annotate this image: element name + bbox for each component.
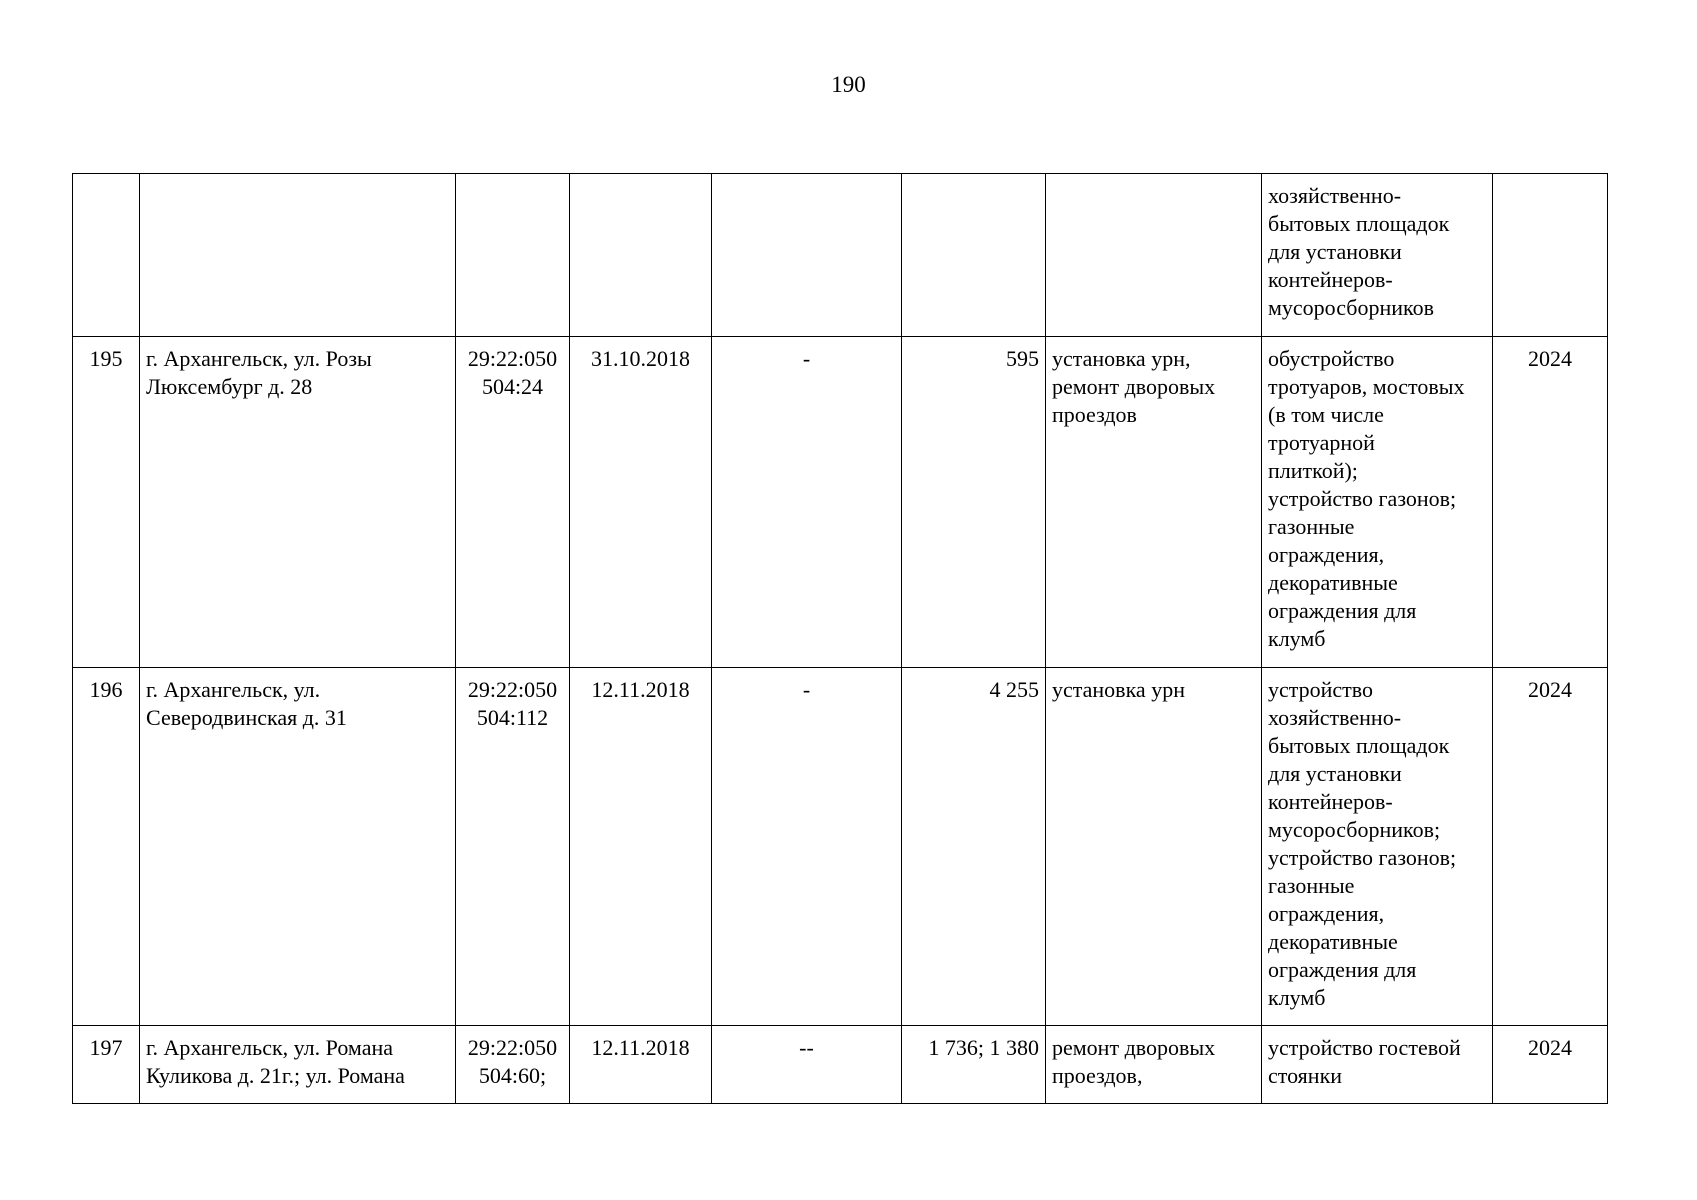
dash-cell: --: [712, 1026, 902, 1104]
address-text: г. Архангельск, ул. Романа Куликова д. 21г.; ул. Романа: [146, 1035, 405, 1088]
extra-works-cell: [1262, 1026, 1493, 1104]
extra-works-cell: [1262, 668, 1493, 1026]
row-number-cell: 196: [73, 668, 140, 1026]
address-cell: [140, 1026, 456, 1104]
year-cell: [1493, 174, 1608, 337]
row-number-cell: 195: [73, 337, 140, 668]
row-number-cell: [73, 174, 140, 337]
year-cell: 2024: [1493, 1026, 1608, 1104]
dash-cell: -: [712, 668, 902, 1026]
works-text: установка урн: [1052, 677, 1185, 702]
year-cell: 2024: [1493, 668, 1608, 1026]
dash-cell: -: [712, 337, 902, 668]
page-number: 190: [831, 72, 866, 97]
table-row: [73, 337, 1608, 668]
date-cell: 12.11.2018: [570, 668, 712, 1026]
works-text: установка урн, ремонт дворовых проездов: [1052, 346, 1216, 427]
extra-works-text: обустройство тротуаров, мостовых (в том числе тротуарной плиткой); устройство газонов; газонные ограждения, декоративные ограждения для клумб: [1268, 346, 1465, 651]
year-cell: 2024: [1493, 337, 1608, 668]
date-cell: 31.10.2018: [570, 337, 712, 668]
row-number-cell: 197: [73, 1026, 140, 1104]
extra-works-text: хозяйственно- бытовых площадок для установки контейнеров- мусоросборников: [1268, 183, 1450, 320]
address-text: г. Архангельск, ул. Северодвинская д. 31: [146, 677, 347, 730]
works-cell: [1046, 1026, 1262, 1104]
extra-works-text: устройство гостевой стоянки: [1268, 1035, 1461, 1088]
dash-cell: [712, 174, 902, 337]
improvement-table: [72, 173, 1608, 1104]
area-cell: 4 255: [902, 668, 1046, 1026]
area-cell: 1 736; 1 380: [902, 1026, 1046, 1104]
address-cell: [140, 337, 456, 668]
address-text: г. Архангельск, ул. Розы Люксембург д. 28: [146, 346, 372, 399]
cadastral-number-cell: [456, 668, 570, 1026]
cadastral-number-cell: [456, 174, 570, 337]
cadastral-number-cell: [456, 337, 570, 668]
extra-works-cell: [1262, 337, 1493, 668]
works-cell: [1046, 174, 1262, 337]
works-cell: [1046, 337, 1262, 668]
works-cell: [1046, 668, 1262, 1026]
table-row: [73, 668, 1608, 1026]
date-cell: 12.11.2018: [570, 1026, 712, 1104]
cadastral-text: 29:22:050 504:24: [467, 346, 558, 399]
table-row: [73, 1026, 1608, 1104]
extra-works-text: устройство хозяйственно- бытовых площадок для установки контейнеров- мусоросборников; устройство газонов; газонные ограждения, декоративные ограждения для клумб: [1268, 677, 1457, 1010]
area-cell: 595: [902, 337, 1046, 668]
cadastral-text: 29:22:050 504:60;: [467, 1035, 558, 1088]
table-row: [73, 174, 1608, 337]
date-cell: [570, 174, 712, 337]
extra-works-cell: [1262, 174, 1493, 337]
cadastral-text: 29:22:050 504:112: [467, 677, 558, 730]
works-text: ремонт дворовых проездов,: [1052, 1035, 1216, 1088]
address-cell: [140, 668, 456, 1026]
cadastral-number-cell: [456, 1026, 570, 1104]
address-cell: [140, 174, 456, 337]
area-cell: [902, 174, 1046, 337]
